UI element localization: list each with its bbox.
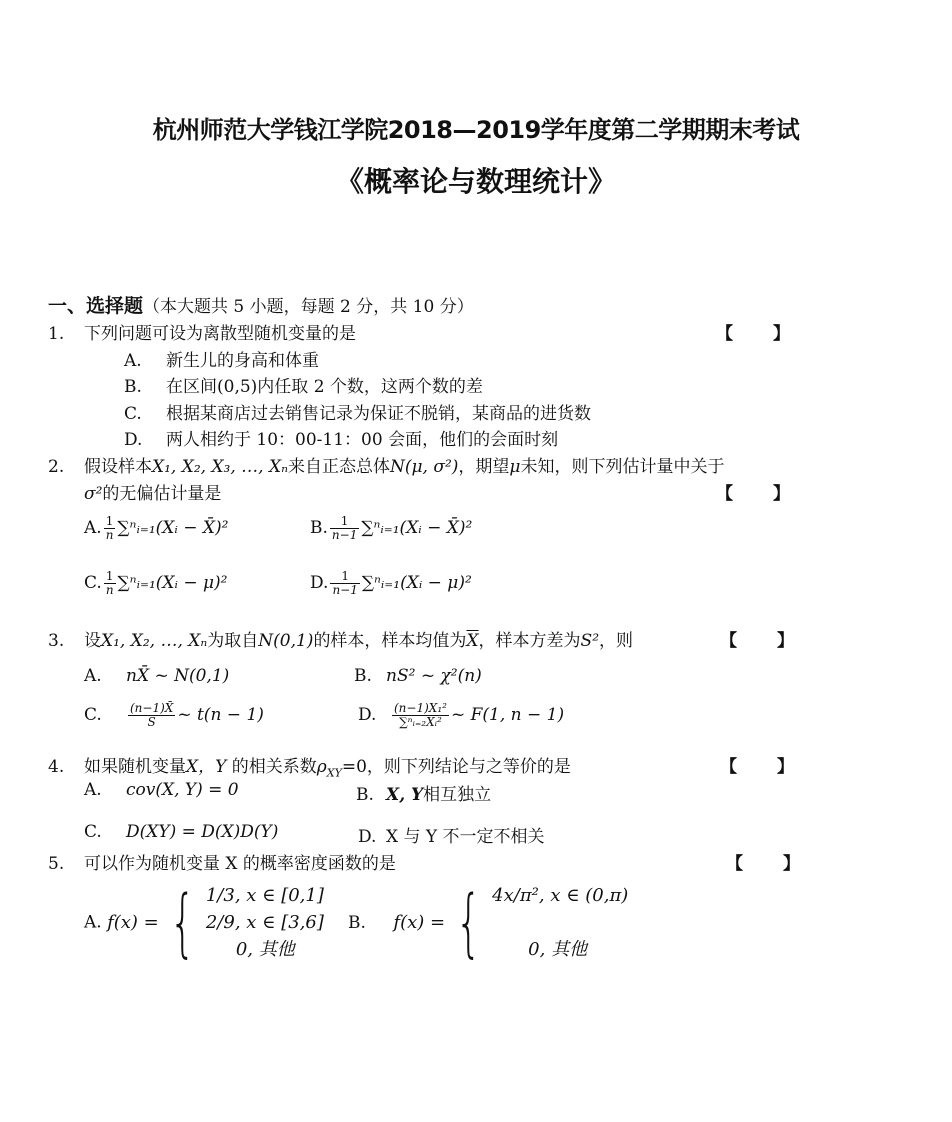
- q2-option-a: A. $\frac{1}{n}$ ∑ⁿᵢ₌₁(Xᵢ − X̄)²: [84, 514, 229, 542]
- answer-bracket-4[interactable]: 【 】: [720, 757, 794, 777]
- q1-option-d: D. 两人相约于 10：00-11：00 会面，他们的会面时刻: [124, 430, 559, 450]
- q4-option-c: C. D(XY) = D(X)D(Y): [84, 822, 279, 842]
- q3-option-a: A. nX̄ ~ N(0,1): [84, 666, 230, 686]
- answer-bracket-3[interactable]: 【 】: [720, 631, 794, 651]
- q4-option-b: B. X, Y相互独立: [356, 785, 492, 805]
- left-brace-icon: {: [169, 879, 196, 966]
- q4-option-d: D. X 与 Y 不一定不相关: [358, 827, 545, 847]
- question-2-stem: 2. 假设样本X₁, X₂, X₃, …, Xₙ来自正态总体N(μ, σ²)，期望μ未知，则下列估计量中关于: [48, 457, 725, 477]
- section-note: （本大题共 5 小题，每题 2 分，共 10 分）: [143, 297, 474, 317]
- answer-bracket-5[interactable]: 【 】: [726, 854, 800, 874]
- q1-option-b: B. 在区间(0,5)内任取 2 个数，这两个数的差: [124, 377, 483, 397]
- q5-option-a: A. f(x) = { 1/3, x ∈ [0,1] 2/9, x ∈ [3,6] 0, 其他: [84, 879, 324, 966]
- question-3-stem: 3. 设X₁, X₂, …, Xₙ为取自N(0,1)的样本，样本均值为$\overline{X}$，样本方差为S²，则: [48, 631, 634, 651]
- q3-option-b: B. nS² ~ χ²(n): [354, 666, 482, 686]
- q2-option-d: D. $\frac{1}{n-1}$ ∑ⁿᵢ₌₁(Xᵢ − μ)²: [310, 569, 472, 597]
- exam-title: 杭州师范大学钱江学院2018—2019学年度第二学期期末考试: [152, 116, 800, 144]
- section-title: 一、选择题: [48, 295, 144, 317]
- section-heading: [48, 291, 474, 318]
- q5-option-b: B. f(x) = { 4x/π², x ∈ (0,π) 0, 其他: [348, 879, 629, 966]
- question-2-stem-line2: σ²的无偏估计量是: [84, 484, 222, 504]
- left-brace-icon: {: [455, 879, 482, 966]
- course-title: 《概率论与数理统计》: [335, 165, 616, 198]
- q2-option-c: C. $\frac{1}{n}$ ∑ⁿᵢ₌₁(Xᵢ − μ)²: [84, 569, 228, 597]
- q4-option-a: A. cov(X, Y) = 0: [84, 780, 239, 800]
- q3-option-d: D. $\frac{\text{(n−1)X₁²}}{\text{∑ⁿᵢ₌₂Xᵢ²}}$ ~ F(1, n − 1): [358, 701, 565, 729]
- question-4-stem: 4. 如果随机变量X，Y 的相关系数$\rho_{XY}=0$，则下列结论与之等价的是: [48, 757, 571, 780]
- answer-bracket-1[interactable]: 【 】: [716, 324, 790, 344]
- q3-option-c: C. $\frac{(n-1)X̄}{S}$ ~ t(n − 1): [84, 701, 264, 729]
- q1-option-c: C. 根据某商店过去销售记录为保证不脱销，某商品的进货数: [124, 404, 591, 424]
- q1-option-a: A. 新生儿的身高和体重: [124, 351, 319, 371]
- question-5-stem: 5. 可以作为随机变量 X 的概率密度函数的是: [48, 854, 396, 874]
- q2-option-b: B. $\frac{1}{n-1}$ ∑ⁿᵢ₌₁(Xᵢ − X̄)²: [310, 514, 473, 542]
- question-1-stem: 1. 下列问题可设为离散型随机变量的是: [48, 324, 356, 344]
- answer-bracket-2[interactable]: 【 】: [716, 484, 790, 504]
